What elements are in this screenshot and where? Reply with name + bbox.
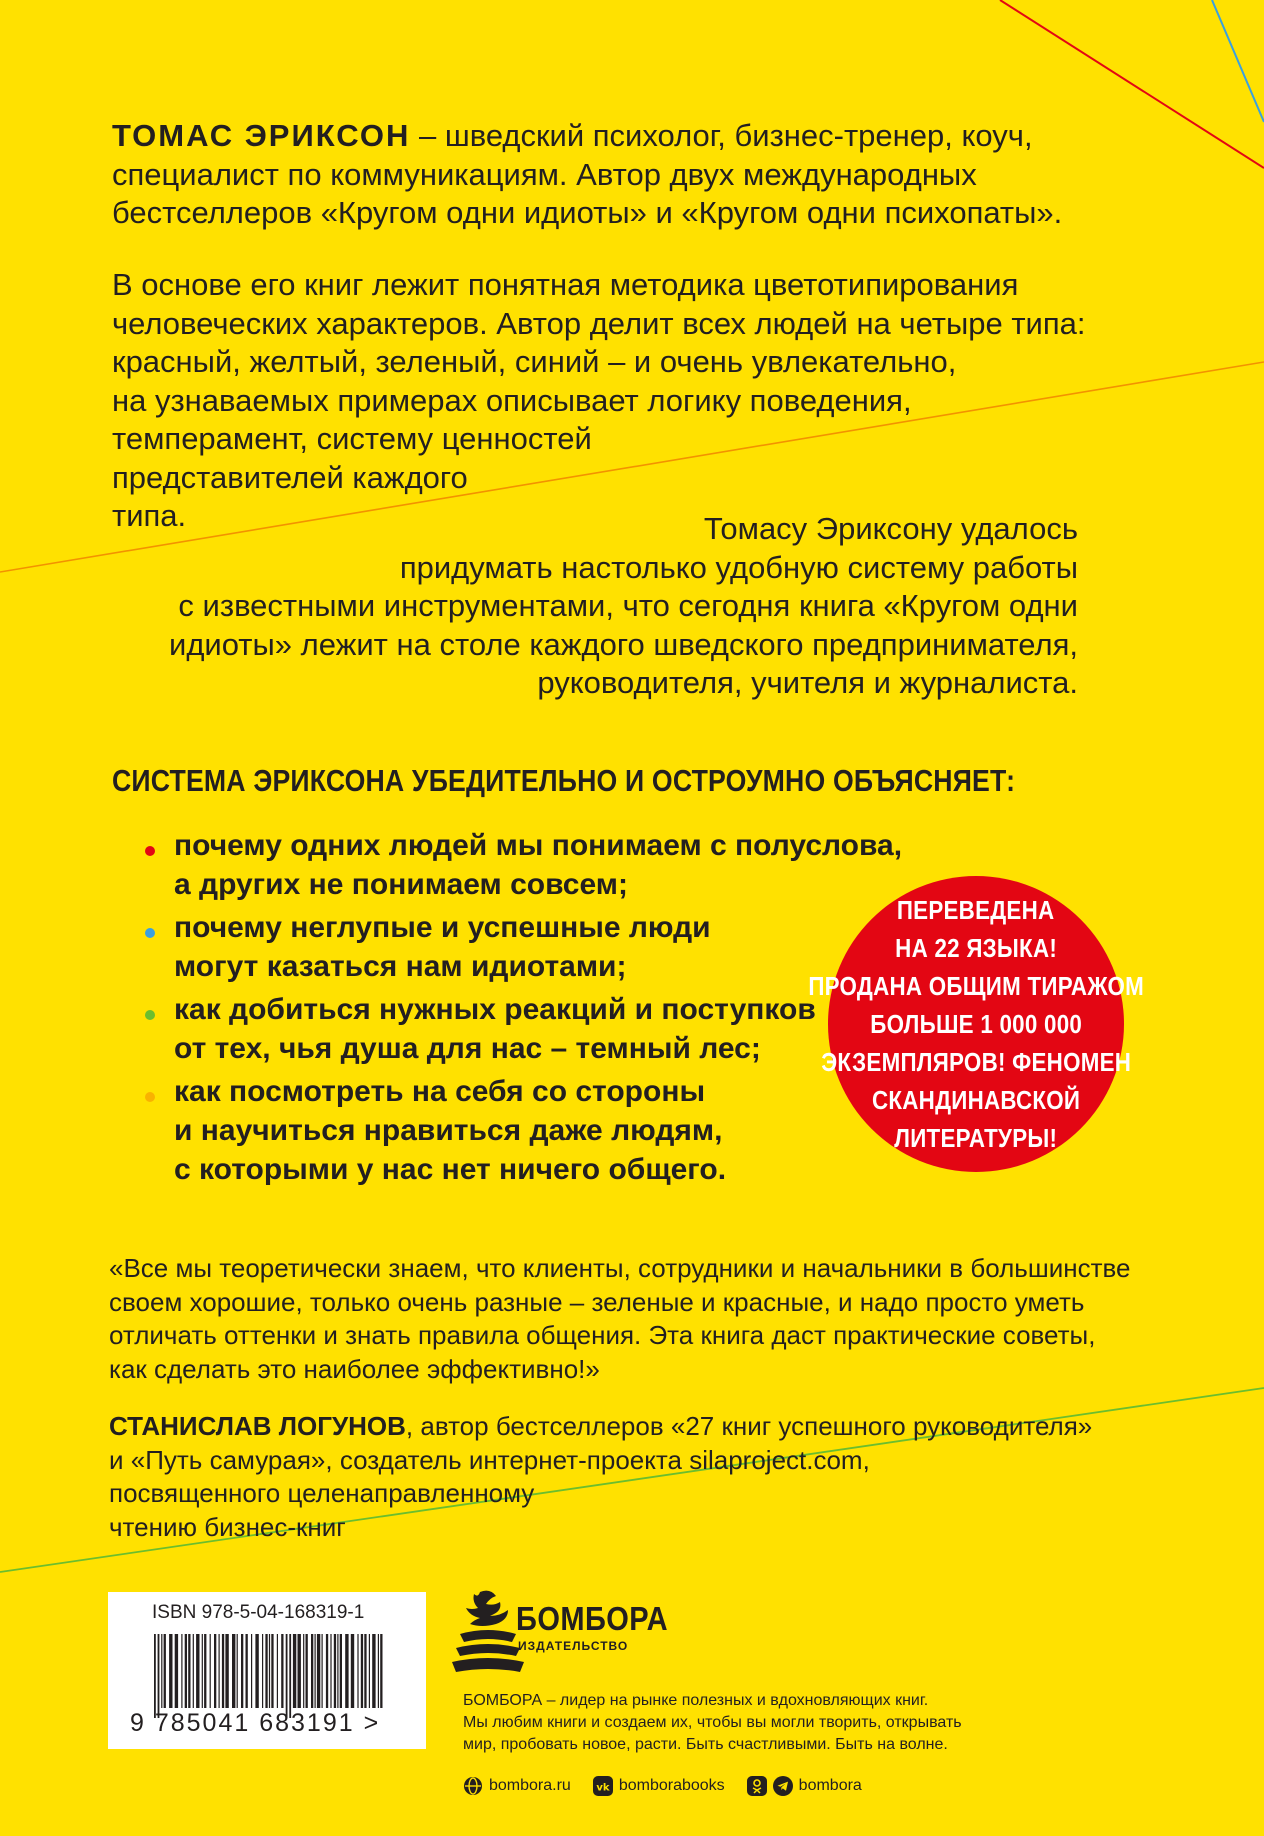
barcode-bar bbox=[311, 1634, 313, 1708]
globe-icon bbox=[463, 1776, 483, 1796]
barcode-bar bbox=[303, 1634, 304, 1708]
bullet-dot-red bbox=[145, 846, 155, 856]
barcode-bar bbox=[286, 1634, 288, 1718]
barcode-bar bbox=[322, 1634, 323, 1708]
review-quote: «Все мы теоретически знаем, что клиенты, сотрудники и начальники в большинстве своем хорошие, только очень разные – зеленые и красные, и надо просто уметь отличать оттенки и знать правила общения. Эта книга даст практические советы, как сделать это наиболее эффективно!» bbox=[109, 1253, 1131, 1384]
barcode-bar bbox=[202, 1634, 203, 1708]
odnoklassniki-icon bbox=[747, 1776, 767, 1796]
barcode-bar bbox=[271, 1634, 273, 1708]
benefits-list bbox=[140, 826, 902, 1193]
vk-link[interactable] bbox=[593, 1776, 725, 1796]
bullet-dot-green bbox=[145, 1010, 155, 1020]
barcode-bar bbox=[255, 1634, 258, 1708]
bullet-dot-blue bbox=[145, 928, 155, 938]
barcode-bar bbox=[330, 1634, 331, 1708]
barcode-bar bbox=[269, 1634, 270, 1708]
barcode-bar bbox=[169, 1634, 172, 1708]
messenger-label: bombora bbox=[798, 1777, 862, 1794]
barcode-bar bbox=[181, 1634, 182, 1708]
barcode-bar bbox=[340, 1634, 342, 1708]
barcode-bar bbox=[154, 1634, 156, 1718]
barcode-bar bbox=[188, 1634, 190, 1708]
telegram-icon bbox=[773, 1776, 793, 1796]
barcode-bar bbox=[164, 1634, 166, 1708]
list-item: как добиться нужных реакций и поступков от тех, чья душа для нас – темный лес; bbox=[140, 990, 902, 1068]
barcode-bar bbox=[246, 1634, 248, 1708]
barcode-bar bbox=[357, 1634, 358, 1708]
list-item: почему неглупые и успешные люди могут казаться нам идиотами; bbox=[140, 908, 902, 986]
author-intro: ТОМАС ЭРИКСОН – шведский психолог, бизнес-тренер, коуч, специалист по коммуникациям. Автор двух международных бестселлеров «Кругом одни идиоты» и «Кругом одни психопаты». bbox=[112, 118, 1063, 230]
barcode-bar bbox=[289, 1634, 291, 1718]
barcode-bar bbox=[185, 1634, 187, 1708]
barcode-bar bbox=[161, 1634, 162, 1708]
barcode-bar bbox=[351, 1634, 354, 1708]
barcode-bar bbox=[277, 1634, 278, 1708]
social-links bbox=[463, 1776, 862, 1796]
barcode-bar bbox=[364, 1634, 366, 1708]
method-description: В основе его книг лежит понятная методика цветотипирования человеческих характеров. Автор делит всех людей на четыре типа: красный, желтый, зеленый, синий – и очень увлекательно, на узнаваемых примерах описывает логику поведения, темперамент, систему ценностей представителей каждого типа. bbox=[112, 267, 1086, 533]
barcode-bar bbox=[378, 1634, 379, 1708]
barcode-bar bbox=[298, 1634, 301, 1708]
bombora-logo-icon bbox=[452, 1588, 524, 1678]
publisher-blurb: БОМБОРА – лидер на рынке полезных и вдохновляющих книг. Мы любим книги и создаем их, чтобы вы могли творить, открывать мир, пробовать новое, расти. Быть счастливыми. Быть на волне. bbox=[463, 1692, 962, 1753]
reviewer-name: СТАНИСЛАВ ЛОГУНОВ bbox=[109, 1411, 406, 1441]
barcode-bar bbox=[222, 1634, 224, 1708]
svg-text:vk: vk bbox=[596, 1782, 610, 1794]
barcode-bar bbox=[219, 1634, 220, 1708]
barcode-bar bbox=[204, 1634, 206, 1708]
bullet-dot-yellow bbox=[145, 1092, 155, 1102]
website-label: bombora.ru bbox=[489, 1777, 571, 1794]
isbn-barcode-box bbox=[108, 1592, 426, 1749]
barcode-bar bbox=[345, 1634, 348, 1708]
barcode-bar bbox=[232, 1634, 235, 1708]
barcode-bar bbox=[361, 1634, 363, 1708]
sales-badge: ПЕРЕВЕДЕНА НА 22 ЯЗЫКА! ПРОДАНА ОБЩИМ ТИРАЖОМ БОЛЬШЕ 1 000 000 ЭКЗЕМПЛЯРОВ! ФЕНОМЕН СКАНДИНАВСКОЙ ЛИТЕРАТУРЫ! bbox=[828, 876, 1124, 1172]
barcode-bar bbox=[337, 1634, 338, 1708]
barcode-bar bbox=[225, 1634, 228, 1708]
barcode-bar bbox=[251, 1634, 252, 1708]
publisher-name: БОМБОРА bbox=[516, 1600, 668, 1637]
barcode-bar bbox=[317, 1634, 320, 1708]
barcode-bar bbox=[193, 1634, 194, 1708]
barcode-bar bbox=[241, 1634, 243, 1708]
barcode-bar bbox=[369, 1634, 370, 1708]
reviewer-attribution: СТАНИСЛАВ ЛОГУНОВ, автор бестселлеров «27 книг успешного руководителя» и «Путь самурая», создатель интернет-проекта silaproject.com, посвященного целенаправленному чтению бизнес-книг bbox=[109, 1411, 1093, 1542]
barcode-bar bbox=[196, 1634, 199, 1708]
isbn-label: ISBN 978-5-04-168319-1 bbox=[152, 1602, 365, 1623]
barcode-bar bbox=[372, 1634, 375, 1708]
barcode-bar bbox=[265, 1634, 267, 1708]
barcode-bar bbox=[293, 1634, 296, 1708]
barcode-bar bbox=[326, 1634, 328, 1708]
barcode-bar bbox=[334, 1634, 336, 1708]
barcode-bar bbox=[262, 1634, 263, 1708]
author-name: ТОМАС ЭРИКСОН bbox=[112, 118, 411, 153]
barcode-bar bbox=[380, 1634, 382, 1708]
system-heading: СИСТЕМА ЭРИКСОНА УБЕДИТЕЛЬНО И ОСТРОУМНО ОБЪЯСНЯЕТ: bbox=[112, 763, 1016, 798]
barcode-bar bbox=[158, 1634, 160, 1718]
success-paragraph: Томасу Эриксону удалось придумать настолько удобную систему работы с известными инструментами, что сегодня книга «Кругом одни идиоты» лежит на столе каждого шведского предпринимателя, руководителя, учителя и журналиста. bbox=[169, 511, 1078, 700]
barcode-bar bbox=[214, 1634, 216, 1708]
list-item: как посмотреть на себя со стороны и научиться нравиться даже людям, с которыми у нас нет ничего общего. bbox=[140, 1072, 902, 1189]
barcode-bar bbox=[237, 1634, 238, 1708]
vk-label: bomborabooks bbox=[618, 1777, 725, 1794]
isbn-digits: 9 785041 683191 > bbox=[130, 1709, 381, 1737]
vk-icon bbox=[593, 1776, 613, 1796]
list-item: почему одних людей мы понимаем с полуслова, а других не понимаем совсем; bbox=[140, 826, 902, 904]
messenger-link[interactable] bbox=[747, 1776, 862, 1796]
barcode-bar bbox=[315, 1634, 316, 1708]
barcode-bar bbox=[175, 1634, 178, 1708]
barcode-bar bbox=[306, 1634, 308, 1708]
barcode-icon bbox=[152, 1634, 388, 1718]
publisher-subtitle: ИЗДАТЕЛЬСТВО bbox=[518, 1639, 629, 1653]
barcode-bar bbox=[281, 1634, 283, 1708]
website-link[interactable] bbox=[463, 1776, 571, 1796]
barcode-bar bbox=[210, 1634, 211, 1708]
